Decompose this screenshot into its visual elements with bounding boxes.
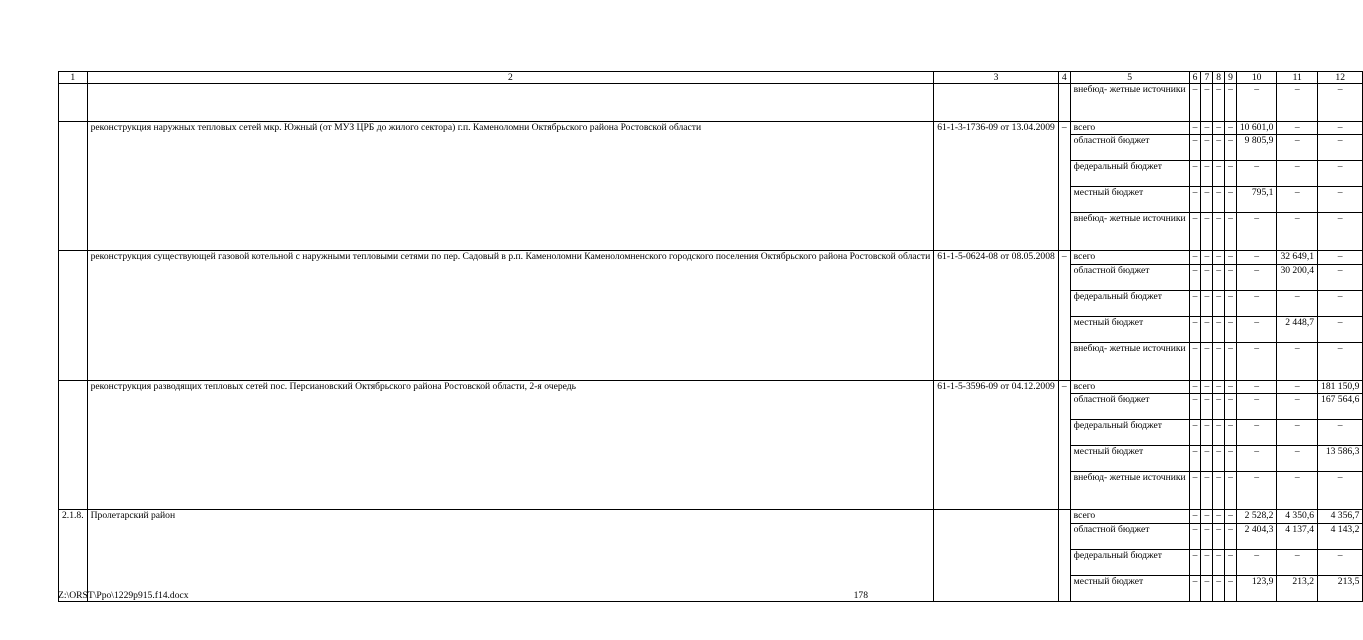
value-cell: – [1318,316,1363,342]
file-path: Z:\ORST\Ppo\1229p915.f14.docx [58,590,189,601]
value-cell: – [1213,251,1225,264]
value-cell: 2 528,2 [1236,510,1277,523]
value-cell: – [1225,290,1237,316]
value-cell: – [1277,122,1318,135]
value-cell: – [1236,161,1277,187]
column-header: 2 [87,72,934,84]
value-cell: – [1189,213,1201,251]
table-row [59,380,1363,393]
value-cell: 4 350,6 [1277,510,1318,523]
value-cell: – [1225,523,1237,549]
value-cell: – [1225,135,1237,161]
value-cell: – [1189,446,1201,472]
value-cell: – [1277,549,1318,575]
header-row [59,72,1363,84]
value-cell: – [1277,135,1318,161]
value-cell: – [1189,316,1201,342]
value-cell: – [1225,380,1237,393]
funding-source: всего [1070,251,1189,264]
value-cell: – [1277,290,1318,316]
column-header: 5 [1070,72,1189,84]
value-cell: – [1225,251,1237,264]
value-cell: 2 448,7 [1277,316,1318,342]
funding-source: всего [1070,380,1189,393]
value-cell: – [1189,523,1201,549]
value-cell: – [1225,472,1237,510]
funding-source: областной бюджет [1070,135,1189,161]
value-cell: – [1277,380,1318,393]
value-cell: – [1236,251,1277,264]
value-cell: – [1213,420,1225,446]
document-number: 61-1-3-1736-09 от 13.04.2009 [934,122,1059,251]
column-header: 1 [59,72,88,84]
value-cell: – [1318,84,1363,122]
value-cell: – [1277,342,1318,380]
value-cell: 32 649,1 [1277,251,1318,264]
value-cell: – [1318,472,1363,510]
value-cell: – [1201,420,1213,446]
object-name: реконструкция наружных тепловых сетей мкр. Южный (от МУЗ ЦРБ до жилого сектора) г.п. Каменоломни Октябрьского района Ростовской области [87,122,934,251]
value-cell: – [1277,213,1318,251]
table-row [59,122,1363,135]
value-cell: – [1236,394,1277,420]
value-cell: – [1189,575,1201,601]
value-cell: – [1225,161,1237,187]
column-header: 4 [1058,72,1070,84]
document-number [934,84,1059,122]
column-header: 7 [1201,72,1213,84]
value-cell: – [1213,84,1225,122]
row-number [59,84,88,122]
value-cell: – [1277,472,1318,510]
value-cell: – [1201,380,1213,393]
value-cell: – [1201,251,1213,264]
funding-source: федеральный бюджет [1070,161,1189,187]
value-cell: – [1225,510,1237,523]
col4-value: – [1058,122,1070,251]
value-cell: 4 356,7 [1318,510,1363,523]
value-cell: – [1189,161,1201,187]
value-cell: – [1318,549,1363,575]
value-cell: – [1189,380,1201,393]
value-cell: – [1318,420,1363,446]
value-cell: – [1189,549,1201,575]
value-cell: – [1225,446,1237,472]
value-cell: – [1225,187,1237,213]
value-cell: – [1201,510,1213,523]
row-number [59,251,88,380]
object-name: Пролетарский район [87,510,934,601]
value-cell: – [1189,472,1201,510]
value-cell: – [1318,342,1363,380]
funding-source: областной бюджет [1070,264,1189,290]
funding-source: областной бюджет [1070,394,1189,420]
column-header: 12 [1318,72,1363,84]
document-number [934,510,1059,601]
value-cell: – [1225,549,1237,575]
value-cell: – [1225,342,1237,380]
value-cell: – [1213,575,1225,601]
value-cell: – [1213,316,1225,342]
object-name: реконструкция разводящих тепловых сетей пос. Персиановский Октябрьского района Ростовской области, 2-я очередь [87,380,934,509]
value-cell: – [1201,264,1213,290]
funding-source: местный бюджет [1070,316,1189,342]
funding-source: местный бюджет [1070,187,1189,213]
value-cell: – [1318,251,1363,264]
value-cell: – [1213,135,1225,161]
value-cell: – [1225,420,1237,446]
funding-source: федеральный бюджет [1070,290,1189,316]
funding-source: местный бюджет [1070,446,1189,472]
value-cell: 9 805,9 [1236,135,1277,161]
value-cell: 2 404,3 [1236,523,1277,549]
value-cell: – [1213,472,1225,510]
col4-value: – [1058,251,1070,380]
value-cell: – [1189,394,1201,420]
value-cell: 4 143,2 [1318,523,1363,549]
value-cell: – [1213,394,1225,420]
value-cell: – [1201,342,1213,380]
value-cell: – [1201,394,1213,420]
value-cell: – [1189,187,1201,213]
value-cell: – [1225,84,1237,122]
value-cell: – [1213,510,1225,523]
col4-value [1058,84,1070,122]
funding-source: внебюд- жетные источники [1070,472,1189,510]
column-header: 9 [1225,72,1237,84]
value-cell: – [1201,575,1213,601]
value-cell: – [1225,213,1237,251]
table-row [59,84,1363,122]
value-cell: – [1225,394,1237,420]
document-number: 61-1-5-3596-09 от 04.12.2009 [934,380,1059,509]
value-cell: – [1277,420,1318,446]
funding-source: областной бюджет [1070,523,1189,549]
value-cell: – [1225,264,1237,290]
value-cell: – [1189,290,1201,316]
page-number: 178 [853,590,868,601]
value-cell: 181 150,9 [1318,380,1363,393]
value-cell: – [1201,213,1213,251]
column-header: 3 [934,72,1059,84]
value-cell: – [1189,510,1201,523]
value-cell: – [1236,213,1277,251]
table-row [59,251,1363,264]
value-cell: – [1236,84,1277,122]
value-cell: – [1318,290,1363,316]
funding-source: федеральный бюджет [1070,549,1189,575]
funding-source: всего [1070,510,1189,523]
value-cell: – [1201,523,1213,549]
value-cell: – [1277,161,1318,187]
value-cell: 13 586,3 [1318,446,1363,472]
value-cell: – [1236,549,1277,575]
value-cell: – [1318,135,1363,161]
value-cell: – [1318,122,1363,135]
value-cell: – [1213,213,1225,251]
col4-value [1058,510,1070,601]
value-cell: – [1201,161,1213,187]
value-cell: – [1213,523,1225,549]
value-cell: 213,5 [1318,575,1363,601]
value-cell: – [1189,84,1201,122]
value-cell: 4 137,4 [1277,523,1318,549]
column-header: 11 [1277,72,1318,84]
value-cell: – [1236,342,1277,380]
object-name [87,84,934,122]
value-cell: 795,1 [1236,187,1277,213]
funding-source: федеральный бюджет [1070,420,1189,446]
funding-source: местный бюджет [1070,575,1189,601]
funding-source: всего [1070,122,1189,135]
object-name: реконструкция существующей газовой котельной с наружными тепловыми сетями по пер. Садовый в р.п. Каменоломни Каменоломненского городского поселения Октябрьского района Ростовской области [87,251,934,380]
value-cell: – [1236,446,1277,472]
value-cell: – [1277,84,1318,122]
value-cell: – [1189,122,1201,135]
column-header: 8 [1213,72,1225,84]
value-cell: 123,9 [1236,575,1277,601]
column-header: 6 [1189,72,1201,84]
value-cell: – [1201,549,1213,575]
value-cell: – [1277,446,1318,472]
funding-source: внебюд- жетные источники [1070,213,1189,251]
value-cell: 167 564,6 [1318,394,1363,420]
value-cell: – [1213,122,1225,135]
value-cell: – [1213,342,1225,380]
value-cell: – [1189,135,1201,161]
value-cell: – [1189,342,1201,380]
column-header: 10 [1236,72,1277,84]
row-number: 2.1.8. [59,510,88,601]
value-cell: 213,2 [1277,575,1318,601]
value-cell: – [1236,316,1277,342]
value-cell: 10 601,0 [1236,122,1277,135]
col4-value: – [1058,380,1070,509]
value-cell: – [1201,290,1213,316]
value-cell: – [1236,472,1277,510]
value-cell: – [1189,264,1201,290]
funding-source: внебюд- жетные источники [1070,342,1189,380]
value-cell: – [1201,446,1213,472]
value-cell: – [1225,316,1237,342]
value-cell: – [1213,446,1225,472]
value-cell: – [1236,290,1277,316]
value-cell: – [1236,420,1277,446]
value-cell: – [1201,187,1213,213]
value-cell: – [1213,290,1225,316]
value-cell: – [1318,264,1363,290]
value-cell: – [1213,161,1225,187]
value-cell: – [1189,420,1201,446]
budget-table [58,71,1363,602]
value-cell: – [1236,380,1277,393]
value-cell: 30 200,4 [1277,264,1318,290]
value-cell: – [1213,264,1225,290]
value-cell: – [1236,264,1277,290]
value-cell: – [1225,575,1237,601]
table-row [59,510,1363,523]
value-cell: – [1277,394,1318,420]
value-cell: – [1318,187,1363,213]
value-cell: – [1213,380,1225,393]
value-cell: – [1318,213,1363,251]
value-cell: – [1189,251,1201,264]
value-cell: – [1213,187,1225,213]
value-cell: – [1201,316,1213,342]
value-cell: – [1225,122,1237,135]
row-number [59,122,88,251]
value-cell: – [1318,161,1363,187]
value-cell: – [1201,135,1213,161]
value-cell: – [1277,187,1318,213]
value-cell: – [1201,472,1213,510]
value-cell: – [1213,549,1225,575]
document-number: 61-1-5-0624-08 от 08.05.2008 [934,251,1059,380]
value-cell: – [1201,84,1213,122]
funding-source: внебюд- жетные источники [1070,84,1189,122]
row-number [59,380,88,509]
value-cell: – [1201,122,1213,135]
